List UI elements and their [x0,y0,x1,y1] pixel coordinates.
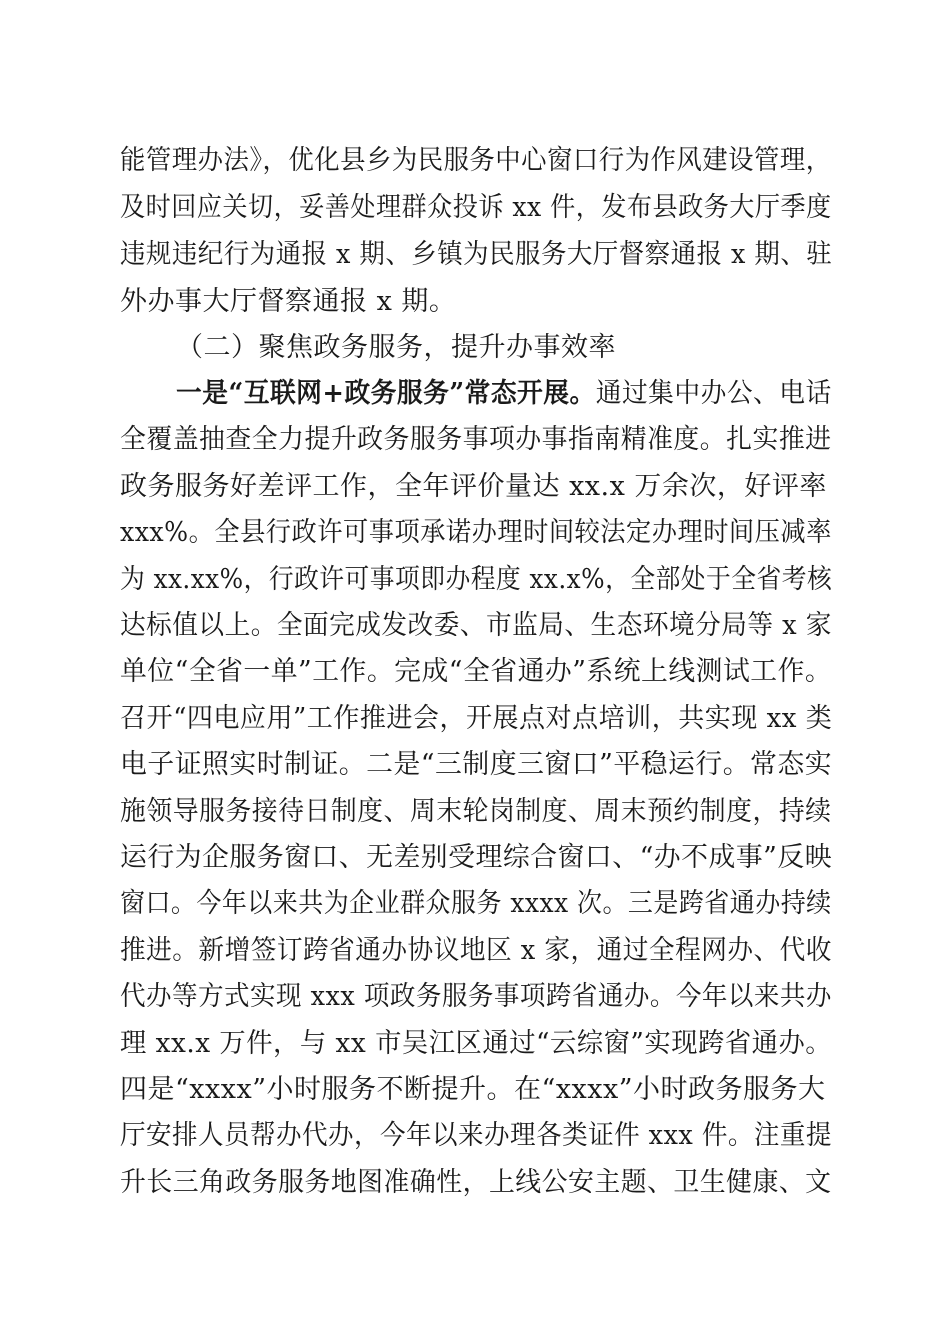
lead-phrase: 一是“互联网+政务服务”常态开展。 [176,378,596,409]
text-line: 四是“xxxx”小时服务不断提升。在“xxxx”小时政务服务大 [120,1074,826,1105]
text-line: 政务服务好差评工作，全年评价量达 xx.x 万余次，好评率 [120,471,827,502]
lead-rest: 通过集中办公、电话 [595,378,832,409]
text-line: xxx%。全县行政许可事项承诺办理时间较法定办理时间压减率 [120,517,832,548]
text-line: 能管理办法》，优化县乡为民服务中心窗口行为作风建设管理， [120,145,832,176]
text-line: 理 xx.x 万件，与 xx 市吴江区通过“云综窗”实现跨省通办。 [120,1028,833,1059]
text-line: 升长三角政务服务地图准确性，上线公安主题、卫生健康、文 [120,1167,832,1198]
text-line: 代办等方式实现 xxx 项政务服务事项跨省通办。今年以来共办 [120,981,832,1012]
text-line: 达标值以上。全面完成发改委、市监局、生态环境分局等 x 家 [120,610,832,641]
text-line: 窗口。今年以来共为企业群众服务 xxxx 次。三是跨省通办持续 [120,888,832,919]
text-line: 运行为企服务窗口、无差别受理综合窗口、“办不成事”反映 [120,842,833,873]
text-line: 单位“全省一单”工作。完成“全省通办”系统上线测试工作。 [120,656,833,687]
text-line: 全覆盖抽查全力提升政务服务事项办事指南精准度。扎实推进 [120,424,832,455]
text-line: 为 xx.xx%，行政许可事项即办程度 xx.x%，全部处于全省考核 [120,564,833,595]
text-line: 推进。新增签订跨省通办协议地区 x 家，通过全程网办、代收 [120,935,832,966]
text-line: 电子证照实时制证。二是“三制度三窗口”平稳运行。常态实 [120,749,833,780]
text-line: 召开“四电应用”工作推进会，开展点对点培训，共实现 xx 类 [120,703,833,734]
text-line: 违规违纪行为通报 x 期、乡镇为民服务大厅督察通报 x 期、驻 [120,239,833,270]
paragraph-first-line [176,374,832,414]
text-line: 厅安排人员帮办代办，今年以来办理各类证件 xxx 件。注重提 [120,1120,832,1151]
text-line: 施领导服务接待日制度、周末轮岗制度、周末预约制度，持续 [120,796,832,827]
text-line: 外办事大厅督察通报 x 期。 [120,286,457,317]
text-line: 及时回应关切，妥善处理群众投诉 xx 件，发布县政务大厅季度 [120,192,832,223]
section-heading: （二）聚焦政务服务，提升办事效率 [176,332,616,363]
